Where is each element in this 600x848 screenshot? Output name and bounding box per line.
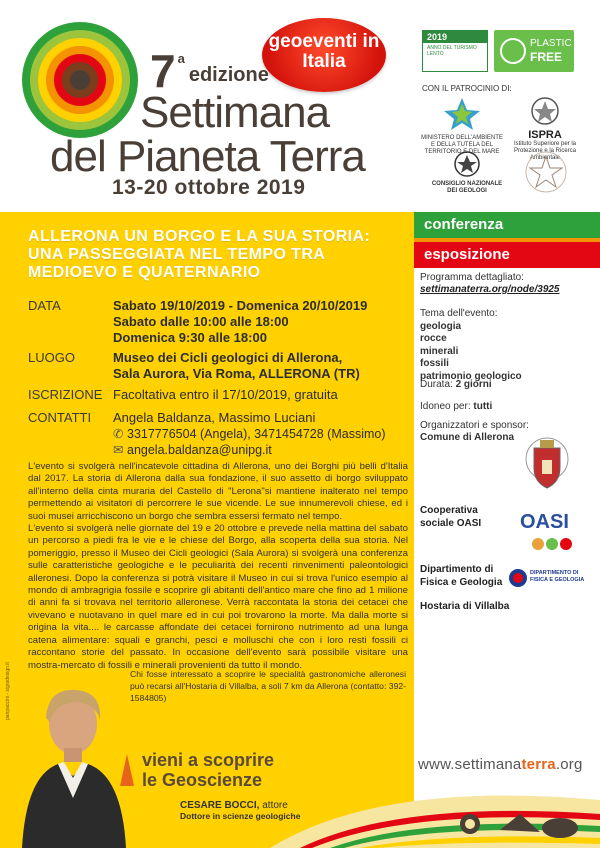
edition-label: 7 $^a$edizione — [150, 45, 269, 97]
theme-item: minerali — [420, 345, 459, 357]
website-link[interactable]: www.settimanaterra.org — [418, 756, 583, 773]
geoscience-slogan: vieni a scoprire le Geoscienze — [142, 750, 274, 790]
tag-esposizione: esposizione — [414, 242, 600, 268]
duration-line: Durata: 2 giorni — [420, 379, 492, 390]
geoeventi-badge: geoeventi in Italia — [262, 18, 386, 92]
contact-names: Angela Baldanza, Massimo Luciani — [113, 410, 316, 425]
description-paragraph-1: L'evento si svolgerà nell'incatevole cittadina di Allerona, uno dei Borghi più belli d'Italia dal 2017. La storia di Allerona dalla sua fondazione, il suo assetto di borgo sviluppato all'interno della cinta muraria del Castello di "Lerona"si mantiene inalterato nel tempo permettendo ai visitatori di percorrere le sue vicende. Le sue innumerevoli chiese, ed i suoi musei arricchiscono un borgo che sembra essersi fermato nel tempo. — [28, 461, 408, 522]
planet-rings-logo-icon — [20, 20, 140, 140]
phone-icon: ✆ — [113, 427, 124, 441]
star-emblem-icon — [524, 150, 568, 194]
dipartimento: Dipartimento di Fisica e Geologia — [420, 564, 503, 588]
tag-conferenza: conferenza — [414, 212, 600, 238]
series-dates: 13-20 ottobre 2019 — [112, 176, 306, 199]
contacts-value — [113, 410, 413, 458]
registration-value: Facoltativa entro il 17/10/2019, gratuita — [113, 387, 338, 402]
theme-list: Tema dell'evento: geologia rocce minerali fossili patrimonio geologico — [420, 308, 522, 382]
program-link[interactable]: settimanaterra.org/node/3925 — [420, 284, 560, 295]
consiglio-geologi-logo: CONSIGLIO NAZIONALE DEI GEOLOGI — [430, 150, 504, 195]
theme-item: patrimonio geologico — [420, 370, 522, 382]
ministero-ambiente-logo: MINISTERO DELL'AMBIENTE E DELLA TUTELA DEL TERRITORIO E DEL MARE — [420, 96, 504, 156]
contact-phone-line: ✆ 3317776504 (Angela), 3471454728 (Massimo) — [113, 427, 386, 441]
university-seal-icon — [508, 568, 528, 588]
header — [0, 0, 600, 212]
no-plastic-icon — [500, 38, 526, 64]
description-paragraph-2: L'evento si svolgerà nelle giornate del 19 e 20 ottobre e prevede nella mattina del sabato un percorso a piedi fra le vie e le chiese del Borgo, alla scoperta della sua storia. Nel pomeriggio, presso il Museo dei Cicli geologici (Sala Aurora) si svolgerà una conferenza sulle caratteristiche geologiche e le peculiarità dei recenti rinvenimenti paleontologici alleronesi. Dopo la conferenza si potrà visitare il Museo in cui si trova l'unico esempio al mondo di ambragrigia fossile e scoprire gli abitanti dell'antico mare che fino ad 1 milione di anni fa si trovava nel territorio alleronese. Verrà raccontata la storia dei cetacei che vivevano e nuotavano in quel mare ed in cui poi trovarono la morte. Ma dalla morte si origina la vita.... le carcasse affondate dei cetacei fornirono nutrimento ad una lunga catena alimentare: squali e granchi, pesci e molluschi che con i loro resti fossili ci raccontano storie del passato. In occasione dell'evento sarà possibile visitare una mostra-mercato di fossili e minerali provenienti da tutto il mondo. — [28, 523, 408, 671]
patrocinio-label: CON IL PATROCINIO DI: — [422, 84, 512, 93]
plastic-free-badge: PLASTIC FREE — [494, 30, 574, 72]
title-line-2: del Pianeta Terra — [50, 132, 365, 181]
title-line-1: Settimana — [140, 88, 330, 137]
unipg-dept-logo: DIPARTIMENTO DI FISICA E GEOLOGIA — [508, 566, 590, 590]
email-link[interactable]: angela.baldanza@unipg.it — [127, 443, 272, 457]
decorative-ribbons — [0, 770, 600, 848]
audience-line: Idoneo per: tutti — [420, 401, 493, 412]
star-icon — [442, 96, 482, 132]
design-credit: panpaccini - sigradesign.it — [5, 662, 11, 720]
event-description — [28, 461, 408, 672]
emblem-icon — [530, 96, 560, 126]
anno-turismo-lento-badge: 2019 ANNO DEL TURISMO LENTO — [422, 30, 488, 72]
date-label: DATA — [28, 298, 61, 313]
ispra-logo: ISPRA Istituto Superiore per la Protezione e la Ricerca Ambientale — [510, 96, 580, 162]
place-value: Museo dei Cicli geologici di Allerona, Sala Aurora, Via Roma, ALLERONA (TR) — [113, 350, 360, 381]
organizers: Organizzatori e sponsor: Comune di Allerona — [420, 420, 529, 443]
restaurant-note: Chi fosse interessato a scoprire le specialità gastronomiche alleronesi può recarsi all'Hostaria di Villalba, a soli 7 km da Allerona (contatto: 392-1584805) — [130, 669, 406, 703]
contact-email-line — [113, 442, 413, 458]
program-info: Programma dettagliato: settimanaterra.org/node/3925 — [420, 272, 560, 295]
place-label: LUOGO — [28, 350, 75, 365]
registration-label: ISCRIZIONE — [28, 387, 103, 402]
bellezza-logo — [518, 150, 574, 197]
date-value: Sabato 19/10/2019 - Domenica 20/10/2019 Sabato dalle 10:00 alle 18:00 Domenica 9:30 alle 18:00 — [113, 298, 368, 345]
event-headline: ALLERONA UN BORGO E LA SUA STORIA: UNA PASSEGGIATA NEL TEMPO TRA MEDIOEVO E QUATERNARIO — [28, 228, 371, 281]
theme-item: fossili — [420, 358, 449, 369]
theme-item: rocce — [420, 333, 447, 344]
theme-item: geologia — [420, 320, 462, 332]
email-icon: ✉ — [113, 443, 124, 457]
hostaria: Hostaria di Villalba — [420, 601, 510, 612]
coop-oasi: Cooperativa sociale OASI — [420, 505, 482, 529]
svg-text:OASI: OASI — [520, 511, 569, 533]
allerona-coat-of-arms-icon — [524, 436, 570, 494]
contacts-label: CONTATTI — [28, 410, 92, 425]
emblem-icon — [452, 150, 482, 178]
testimonial-caption: CESARE BOCCI, attore Dottore in scienze geologiche — [180, 800, 301, 821]
oasi-logo-icon — [516, 506, 580, 558]
